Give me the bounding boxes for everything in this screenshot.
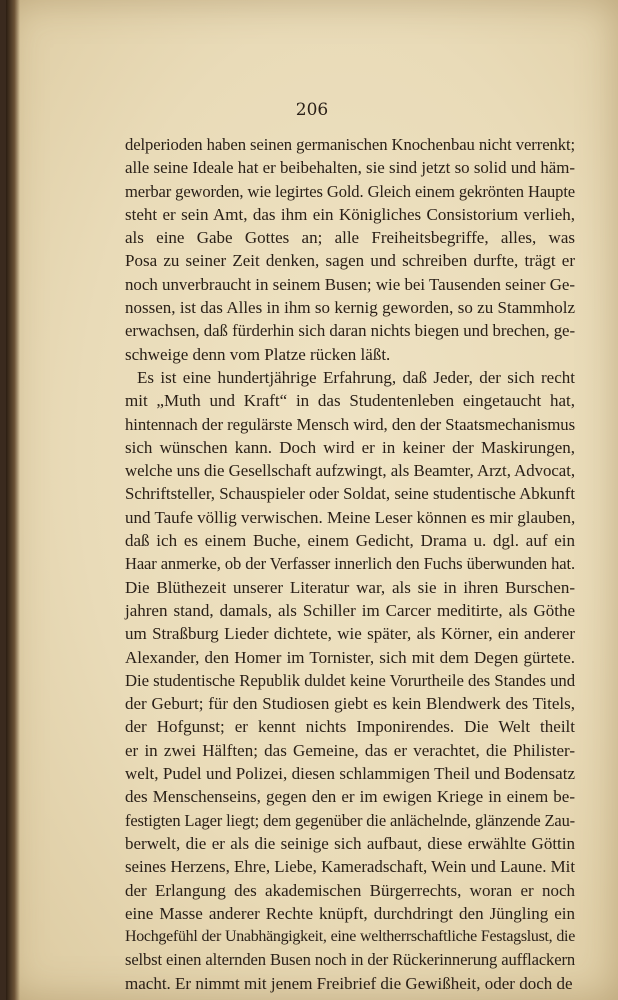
text-line: jahren stand, damals, als Schiller im Carcer meditirte, als Göthe [125, 600, 575, 620]
text-line: alle seine Ideale hat er beibehalten, sie sind jetzt so solid und häm- [125, 158, 575, 178]
text-line: schweige denn vom Platze rücken läßt. [125, 344, 391, 364]
book-page [6, 0, 618, 1000]
text-line: selbst einen alternden Busen noch in der Rückerinnerung aufflackern [125, 950, 575, 970]
text-line: der Geburt; für den Studiosen giebt es kein Blendwerk des Titels, [125, 694, 575, 714]
text-line: Alexander, den Homer im Tornister, sich mit dem Degen gürtete. [125, 647, 575, 667]
text-line: steht er sein Amt, das ihm ein Königliches Consistorium verlieh, [125, 204, 575, 224]
text-line: macht. Er nimmt mit jenem Freibrief die Gewißheit, oder doch de [125, 973, 573, 993]
text-line: mit „Muth und Kraft“ in das Studentenleben eingetaucht hat, [125, 391, 575, 411]
text-line: der Erlangung des akademischen Bürgerrechts, woran er noch [125, 880, 575, 900]
text-line: er in zwei Hälften; das Gemeine, das er verachtet, die Philister- [125, 740, 575, 760]
text-line: sich wünschen kann. Doch wird er in keiner der Maskirungen, [125, 437, 575, 457]
text-line: Haar anmerke, ob der Verfasser innerlich den Fuchs überwunden hat. [125, 554, 575, 574]
text-line: delperioden haben seinen germanischen Knochenbau nicht verrenkt; [125, 135, 575, 154]
text-line: um Straßburg Lieder dichtete, wie später, als Körner, ein anderer [125, 624, 575, 644]
book-spine-shadow [6, 0, 20, 1000]
text-line: merbar geworden, wie legirtes Gold. Gleich einem gekrönten Haupte [125, 181, 575, 201]
text-line: berwelt, die er als die seinige sich aufbaut, diese erwählte Göttin [125, 833, 575, 853]
text-line: und Taufe völlig verwischen. Meine Leser können es mir glauben, [125, 507, 576, 527]
text-line: eine Masse anderer Rechte knüpft, durchdringt den Jüngling ein [125, 903, 575, 923]
text-line: erwachsen, daß fürderhin sich daran nichts biegen und brechen, ge- [125, 321, 575, 341]
text-line: noch unverbraucht in seinem Busen; wie bei Tausenden seiner Ge- [125, 274, 575, 294]
text-line: Posa zu seiner Zeit denken, sagen und schreiben durfte, trägt er [125, 251, 575, 271]
page-number: 206 [295, 100, 329, 120]
text-line: daß ich es einem Buche, einem Gedicht, Drama u. dgl. auf ein [125, 531, 575, 551]
text-line: Die studentische Republik duldet keine Vorurtheile des Standes und [125, 670, 575, 690]
text-line: welche uns die Gesellschaft aufzwingt, als Beamter, Arzt, Advocat, [125, 461, 575, 481]
text-line: hintennach der regulärste Mensch wird, den der Staatsmechanismus [125, 414, 575, 434]
text-line: welt, Pudel und Polizei, diesen schlammigen Theil und Bodensatz [125, 764, 575, 784]
text-line: Die Blüthezeit unserer Literatur war, als sie in ihren Burschen- [125, 577, 575, 597]
body-text [125, 133, 575, 995]
text-line: seines Herzens, Ehre, Liebe, Kameradschaft, Wein und Laune. Mit [125, 857, 575, 877]
text-line: nossen, ist das Alles in ihm so kernig geworden, so zu Stammholz [125, 298, 575, 318]
text-line: Hochgefühl der Unabhängigkeit, eine weltherrschaftliche Festagslust, die [125, 928, 575, 946]
text-line: festigten Lager liegt; dem gegenüber die anlächelnde, glänzende Zau- [125, 810, 575, 830]
text-line: Es ist eine hundertjährige Erfahrung, daß Jeder, der sich recht [137, 367, 575, 387]
text-line: als eine Gabe Gottes an; alle Freiheitsbegriffe, alles, was [125, 228, 575, 248]
text-line: der Hofgunst; er kennt nichts Imponirendes. Die Welt theilt [125, 717, 575, 737]
text-line: Schriftsteller, Schauspieler oder Soldat, seine studentische Abkunft [125, 484, 575, 504]
text-line: des Menschenseins, gegen den er im ewigen Kriege in einem be- [125, 787, 575, 807]
